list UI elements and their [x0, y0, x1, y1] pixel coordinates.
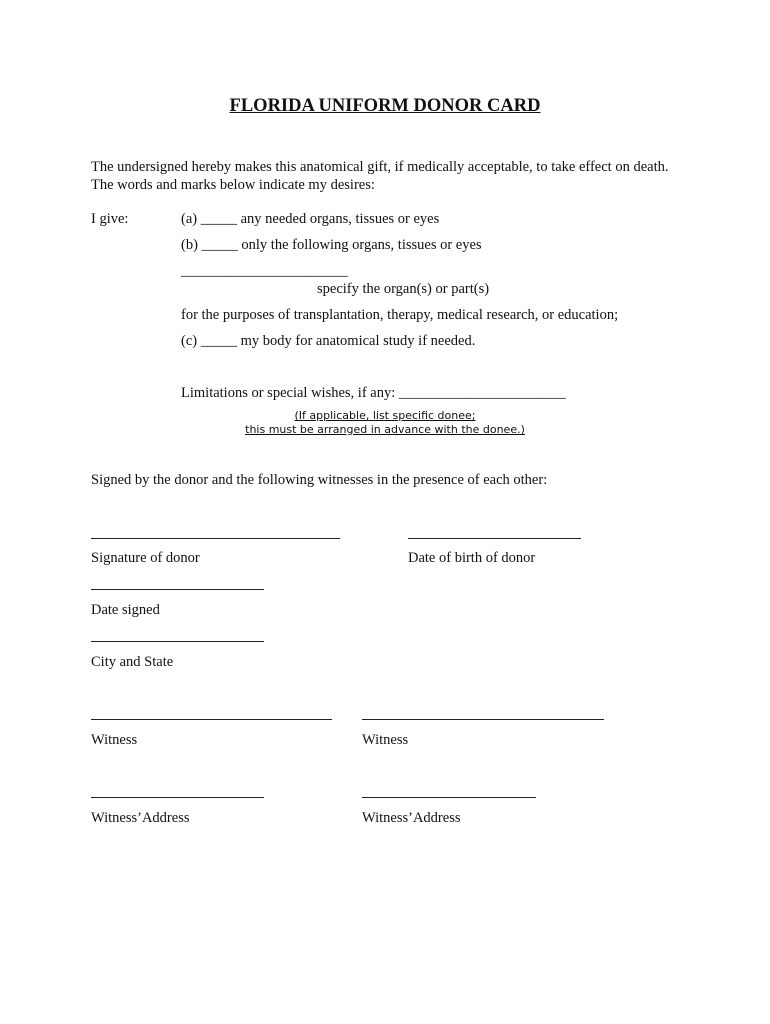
witness2-label: Witness	[362, 732, 409, 748]
witness1-label: Witness	[91, 732, 138, 748]
city-state-label: City and State	[91, 654, 174, 670]
document-title: FLORIDA UNIFORM DONOR CARD	[229, 96, 541, 116]
give-label: I give:	[91, 211, 129, 227]
donor-signature-line[interactable]	[91, 538, 340, 539]
donee-note-line1: (If applicable, list specific donee;	[294, 409, 476, 422]
date-signed-label: Date signed	[91, 602, 160, 618]
date-signed-line[interactable]	[91, 589, 264, 590]
witness2-signature-line[interactable]	[362, 719, 604, 720]
witness1-address-line[interactable]	[91, 797, 264, 798]
witness1-address-label: Witness’Address	[91, 810, 190, 826]
organ-blank-line[interactable]: _______________________	[181, 263, 348, 279]
option-a: (a) _____ any needed organs, tissues or eyes	[181, 211, 440, 227]
purposes-text: for the purposes of transplantation, therapy, medical research, or education;	[181, 307, 619, 323]
city-state-line[interactable]	[91, 641, 264, 642]
intro-paragraph: The undersigned hereby makes this anatomical gift, if medically acceptable, to take effect on death. The words and marks below indicate my desires:	[91, 159, 669, 193]
specify-caption: specify the organ(s) or part(s)	[317, 281, 490, 297]
signed-statement: Signed by the donor and the following witnesses in the presence of each other:	[91, 472, 548, 488]
signature-label: Signature of donor	[91, 550, 200, 566]
witness1-signature-line[interactable]	[91, 719, 332, 720]
witness2-address-label: Witness’Address	[362, 810, 461, 826]
donor-dob-line[interactable]	[408, 538, 581, 539]
donee-note-line2: this must be arranged in advance with the donee.)	[245, 423, 525, 436]
dob-label: Date of birth of donor	[408, 550, 536, 566]
limitations-field[interactable]: Limitations or special wishes, if any: _______________________	[181, 385, 566, 401]
option-b: (b) _____ only the following organs, tissues or eyes	[181, 237, 482, 253]
option-c: (c) _____ my body for anatomical study if needed.	[181, 333, 476, 349]
witness2-address-line[interactable]	[362, 797, 536, 798]
